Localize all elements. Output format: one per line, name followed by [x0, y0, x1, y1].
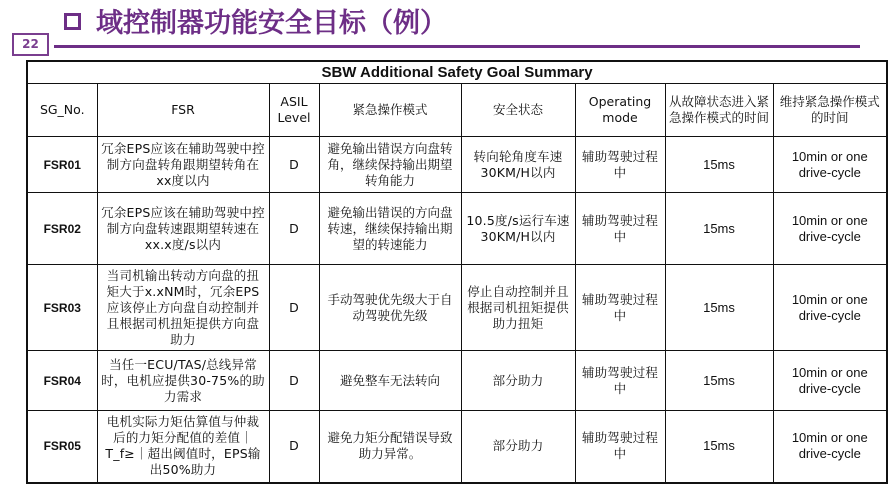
header-sg-no: SG_No. — [27, 84, 97, 137]
cell-safe-state: 部分助力 — [461, 411, 575, 483]
table-row — [27, 265, 887, 351]
cell-time-to-emergency: 15ms — [665, 193, 773, 265]
header-time-maintain: 维持紧急操作模式的时间 — [773, 84, 887, 137]
cell-operating-mode: 辅助驾驶过程中 — [575, 351, 665, 411]
cell-asil: D — [269, 137, 319, 193]
cell-sg-no: FSR01 — [27, 137, 97, 193]
cell-asil: D — [269, 351, 319, 411]
cell-sg-no: FSR02 — [27, 193, 97, 265]
cell-operating-mode: 辅助驾驶过程中 — [575, 265, 665, 351]
table-row — [27, 351, 887, 411]
cell-time-to-emergency: 15ms — [665, 137, 773, 193]
cell-asil: D — [269, 193, 319, 265]
page-title: 域控制器功能安全目标（例） — [96, 8, 447, 39]
header-operating-mode: Operating mode — [575, 84, 665, 137]
cell-operating-mode: 辅助驾驶过程中 — [575, 137, 665, 193]
safety-goal-table — [26, 60, 888, 484]
cell-asil: D — [269, 265, 319, 351]
safety-goal-table-container — [26, 60, 886, 478]
cell-operating-mode: 辅助驾驶过程中 — [575, 411, 665, 483]
cell-time-to-emergency: 15ms — [665, 265, 773, 351]
cell-fsr: 电机实际力矩估算值与仲裁后的力矩分配值的差值｜T_f≥｜超出阈值时，EPS输出50%助力 — [97, 411, 269, 483]
cell-time-maintain: 10min or one drive-cycle — [773, 265, 887, 351]
header-safe-state: 安全状态 — [461, 84, 575, 137]
header-emergency-mode: 紧急操作模式 — [319, 84, 461, 137]
header-asil: ASIL Level — [269, 84, 319, 137]
table-header-row — [27, 84, 887, 137]
cell-time-maintain: 10min or one drive-cycle — [773, 351, 887, 411]
cell-fsr: 当任一ECU/TAS/总线异常时，电机应提供30-75%的助力需求 — [97, 351, 269, 411]
slide-header — [0, 0, 896, 52]
table-row — [27, 411, 887, 483]
cell-sg-no: FSR05 — [27, 411, 97, 483]
cell-fsr: 冗余EPS应该在辅助驾驶中控制方向盘转速跟期望转速在xx.x度/s以内 — [97, 193, 269, 265]
cell-safe-state: 部分助力 — [461, 351, 575, 411]
cell-emergency-mode: 手动驾驶优先级大于自动驾驶优先级 — [319, 265, 461, 351]
cell-emergency-mode: 避免力矩分配错误导致助力异常。 — [319, 411, 461, 483]
table-row — [27, 137, 887, 193]
title-square-icon — [64, 13, 81, 30]
cell-sg-no: FSR04 — [27, 351, 97, 411]
cell-time-maintain: 10min or one drive-cycle — [773, 193, 887, 265]
cell-time-maintain: 10min or one drive-cycle — [773, 137, 887, 193]
cell-time-maintain: 10min or one drive-cycle — [773, 411, 887, 483]
table-row — [27, 193, 887, 265]
cell-safe-state: 停止自动控制并且根据司机扭矩提供助力扭矩 — [461, 265, 575, 351]
header-time-to-emergency: 从故障状态进入紧急操作模式的时间 — [665, 84, 773, 137]
cell-emergency-mode: 避免整车无法转向 — [319, 351, 461, 411]
header-fsr: FSR — [97, 84, 269, 137]
cell-sg-no: FSR03 — [27, 265, 97, 351]
cell-safe-state: 转向轮角度车速30KM/H以内 — [461, 137, 575, 193]
cell-fsr: 冗余EPS应该在辅助驾驶中控制方向盘转角跟期望转角在xx度以内 — [97, 137, 269, 193]
cell-safe-state: 10.5度/s运行车速30KM/H以内 — [461, 193, 575, 265]
title-divider — [54, 45, 860, 48]
slide-number: 22 — [12, 33, 49, 56]
table-caption-row — [27, 61, 887, 84]
table-caption: SBW Additional Safety Goal Summary — [27, 61, 887, 84]
cell-asil: D — [269, 411, 319, 483]
cell-fsr: 当司机输出转动方向盘的扭矩大于x.xNM时，冗余EPS应该停止方向盘自动控制并且根据司机扭矩提供方向盘助力 — [97, 265, 269, 351]
cell-time-to-emergency: 15ms — [665, 411, 773, 483]
cell-emergency-mode: 避免输出错误的方向盘转速，继续保持输出期望的转速能力 — [319, 193, 461, 265]
cell-emergency-mode: 避免输出错误方向盘转角，继续保持输出期望转角能力 — [319, 137, 461, 193]
cell-operating-mode: 辅助驾驶过程中 — [575, 193, 665, 265]
cell-time-to-emergency: 15ms — [665, 351, 773, 411]
